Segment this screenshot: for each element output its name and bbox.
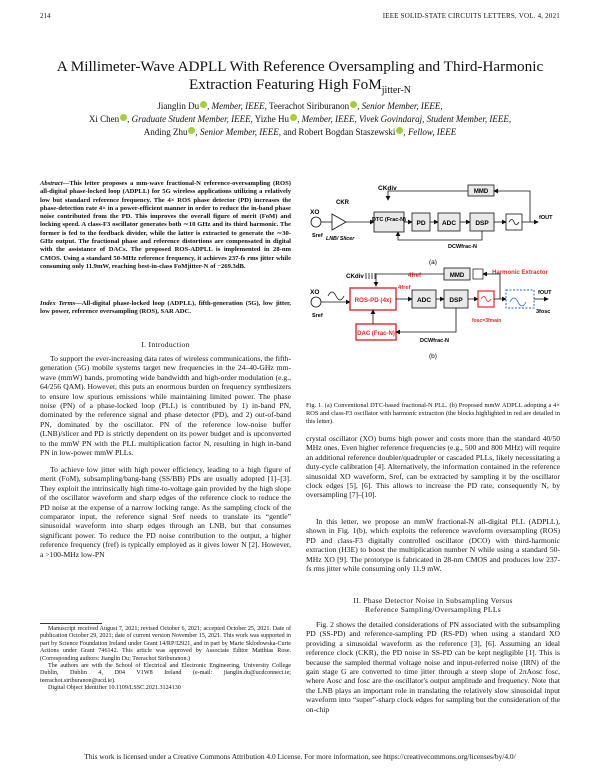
- fig-a-ckdiv: CKdiv: [378, 185, 397, 192]
- abstract: [40, 180, 291, 271]
- footnote-paragraph: Digital Object Identifier 10.1109/LSSC.2021.3124130: [48, 685, 181, 692]
- title-subscript: jitter-N: [381, 85, 411, 97]
- fig-a-label: (a): [429, 259, 437, 266]
- footnote-paragraph: Manuscript received August 7, 2021; revised October 6, 2021; accepted October 25, 2021. Date of publication October 29, 2021; date of current version November 15, 2021. This work was supported in part by Science Foundation Ireland under Grant 14/RP/I2921, and in part by Marie Sklodowska-Curie Actions under Grant 746142. This article was approved by Associate Editor Matthias Rose. (Corresponding authors: Jianglin Du; Teerachot Siriburanon.): [40, 626, 291, 662]
- abstract-label: Abstract—: [40, 180, 70, 187]
- section-heading-line: Reference Sampling/Oversampling PLLs: [364, 605, 502, 614]
- author-role: , Member, IEEE: [207, 101, 265, 111]
- paragraph: To achieve low jitter with high power efficiency, leading to a high figure of merit (FoM), subsampling/bang-bang (SS/BB) PDs are usually adopted [1]–[3]. They exploit the intrinsically high time-to-voltage gain provided by the high slope of the oscillator waveform and sharp edges of the reference clock to reduce the PD noise at the expense of a narrow locking range. As the sampling clock of the comparator input, the reference signal Sref needs to translate its “gentle” sinusoidal waveform into sharp edges through an LNB, but that consumes significant power. To reduce the PD noise contribution to the output, a higher reference frequency (fref) is typically employed as it gives lower N [2]. However, a >100-MHz low-PN: [40, 465, 291, 559]
- paper-title: [30, 58, 570, 100]
- fig-b-4fref-2: 4fref: [398, 285, 411, 291]
- fig-b-xo: XO: [310, 289, 320, 296]
- fig-b-4fref: 4fref: [408, 273, 422, 279]
- figure-caption: Fig. 1. (a) Conventional DTC-based fractional-N PLL. (b) Proposed mmW ADPLL adopting a 4× ROS and class-F3 oscillator with harmonic extraction (the blocks highlighted in red are detailed in this letter).: [306, 402, 560, 425]
- page-number: 214: [40, 12, 51, 20]
- author-name: Anding Zhu: [143, 127, 188, 137]
- fig-a-div-path: [388, 191, 468, 200]
- fig-b-rospd: ROS-PD (4x): [354, 297, 392, 304]
- fig-a-xo-symbol: [311, 217, 321, 227]
- author-role: , Senior Member, IEEE: [195, 127, 279, 137]
- fig-b-fout2: 3fosc: [536, 309, 551, 315]
- fig-b-mmd: MMD: [449, 273, 465, 279]
- fig-a-ckr: CKR: [336, 200, 349, 206]
- paragraph: In this letter, we propose an mmW fractional-N all-digital PLL (ADPLL), shown in Fig. 1(b), which exploits the reference waveform oversampling (ROS) PD and class-F3 digitally controlled oscillator (DCO) with third-harmonic extraction (H3E) to boost the multiplication number N while using a standard 50-MHz XO [9]. The prototype is fabricated in 28-nm CMOS and produces low 237-fs rms jitter while consuming only 11.9 mW.: [306, 517, 560, 574]
- fig-b-fout: fOUT: [538, 290, 552, 296]
- fig-a-pd: PD: [416, 220, 426, 227]
- fig-a-lnb-symbol: [332, 214, 346, 230]
- section-heading-line: II. Phase Detector Noise in Subsampling Versus: [353, 596, 513, 605]
- author-name: Xi Chen: [88, 114, 120, 124]
- index-terms-text: All-digital phase-locked loop (ADPLL), fifth-generation (5G), low jitter, low power, reference oversampling (ROS), SAR ADC.: [40, 300, 292, 316]
- fig-b-label: (b): [429, 353, 437, 360]
- index-terms: [40, 300, 291, 317]
- fig-a-fout: fOUT: [539, 215, 553, 221]
- fig-a-lnb: LNB/ Slicer: [326, 236, 355, 242]
- fig-a-dcw: DCWfrac-N: [448, 244, 478, 250]
- author-role: , Fellow, IEEE: [403, 127, 457, 137]
- journal-name: IEEE SOLID-STATE CIRCUITS LETTERS, VOL. 4, 2021: [382, 12, 560, 20]
- footnote-paragraph: The authors are with the School of Electrical and Electronic Engineering, University College Dublin, Dublin 4, D04 V1W8 Ireland (e-mail: jianglin.du@ucdconnect.ie; teerachot.siriburanon@ucd.ie).: [40, 663, 291, 684]
- fig-a-mmd: MMD: [473, 189, 489, 195]
- license-footer: This work is licensed under a Creative Commons Attribution 4.0 License. For more information, see https://creativecommons.org/licenses/by/4.0/: [84, 752, 516, 761]
- paragraph: Fig. 2 shows the detailed considerations of PN associated with the subsampling PD (SS-PD) and reference-sampling PD (RS-PD) when using a standard XO providing a sinusoidal waveform as the reference [3], [6]. Assuming an ideal reference clock (CKR), the PD noise in SS-PD can be kept negligible [1]. This is because the sampled thermal voltage noise and input-referred noise (IRN) of the gain stage G are converted to time jitter through a steep slope of 2πAosc fosc, where Aosc and fosc are the oscillator's output amplitude and frequency. Note that the LNB plays an important role in translating the relatively slow sinusoidal input waveform into “super”-sharp clock edges for sampling but the consideration of the on-chip: [306, 620, 560, 714]
- author-name: , Teerachot Siriburanon: [264, 101, 350, 111]
- paragraph: To support the ever-increasing data rates of wireless communications, the fifth-generation (5G) mobile systems target new frequencies in the 24–40-GHz mm-wave (mmW) bands, promoting wide bandwidth and high-order modulation (e.g., 64/256 QAM). However, this puts an enormous burden on frequency synthesizers to ensure low spurious emissions while maintaining limited power. The phase noise (PN) of a phase-locked loop (PLL) is contributed by 1) in-band PN, dominated by the reference signal and phase detector (PD), and 2) out-of-band PN, dominated by the oscillator. PN of the reference low-noise buffer (LNB)/slicer and PD is strictly dependent on its power budget and is upconverted to the mmW PN with the PLL multiplication factor N, resulting in high in-band PN in low-power mmW PLLs.: [40, 354, 291, 458]
- figure-1-diagram: [308, 182, 558, 408]
- author-name: Jianglin Du: [157, 101, 200, 111]
- fig-a-adc: ADC: [441, 220, 457, 227]
- author-role: , Vivek Govindaraj, Student Member, IEEE,: [354, 114, 512, 124]
- fig-b-adc: ADC: [416, 297, 432, 304]
- section-heading: I. Introduction: [141, 340, 190, 349]
- author-role: , Graduate Student Member, IEEE: [127, 114, 251, 124]
- author-role: , Senior Member, IEEE,: [357, 101, 443, 111]
- title-main: A Millimeter-Wave ADPLL With Reference Oversampling and Third-Harmonic Extraction Featuring High FoM: [56, 58, 544, 93]
- fig-b-sref: Sref: [312, 313, 323, 319]
- orcid-icon[interactable]: [290, 114, 297, 121]
- fig-a-xo: XO: [310, 209, 320, 216]
- abstract-text: This letter proposes a mm-wave fractional-N reference-oversampling (ROS) all-digital phase-locked loop (ADPLL) for 5G wireless applications utilizing a relatively low but standard reference frequency. The 4× ROS phase detector (PD) increases the phase-detection rate 4× in a power-efficient manner in order to reduce the in-band phase noise contributed from the PD. This improves the overall figure of merit (FoM) and locking speed. A class-F3 oscillator generates both ∼10 GHz and its third harmonic. The former is fed to the feedback divider, while the latter is extracted to generate the ∼30-GHz output. The fractional phase and reference distortions are compensated in digital with the assistance of DACs. The proposed ROS-ADPLL is implemented in 28-nm CMOS. Using a standard 50-MHz reference frequency, it achieves 237-fs rms jitter while consuming only 11.9mW, reaching best-in-class FoMjitter-N of −269.3dB.: [40, 180, 291, 270]
- fig-b-fosc: fosc=3fmain: [472, 318, 502, 324]
- section-heading: [306, 596, 560, 614]
- fig-b-dac: DAC (Frac-N): [357, 331, 395, 337]
- fig-b-clock-ticks: [366, 273, 375, 279]
- fig-a-sref: Sref: [312, 233, 323, 239]
- figure-1: [308, 182, 558, 408]
- fig-b-dcw: DCWfrac-N: [420, 338, 450, 344]
- footnote: [40, 626, 291, 693]
- fig-b-xo-symbol: [311, 297, 321, 307]
- fig-b-harm-label: Harmonic Extractor: [492, 270, 548, 276]
- author-role: , Member, IEEE: [297, 114, 355, 124]
- author-name: , and Robert Bogdan Staszewski: [278, 127, 396, 137]
- fig-a-dsp: DSP: [475, 220, 489, 227]
- fig-a-dtc: DTC (Frac-N): [372, 217, 406, 223]
- index-terms-label: Index Terms—: [40, 300, 82, 307]
- fig-b-dcw-path: [396, 308, 456, 332]
- fig-b-ckdiv: CKdiv: [346, 273, 364, 280]
- fig-a-dcw-path: [398, 231, 482, 240]
- paragraph: crystal oscillator (XO) burns high power and costs more than the standard 40/50 MHz ones. Even higher reference frequencies (e.g., 500 and 800 MHz) will require an additional reference doubler/quadrupler or cascaded PLLs, likely necessitating a duty-cycle calibration [4]. Alternatively, the information contained in the reference sinusoidal XO waveform, Sref, can be extracted by sampling it by the oscillator clock edges [5], [6]. This allows to increase the PD rate, consequently N, by oversampling [7]–[10].: [306, 434, 560, 500]
- fig-b-sine-icon: [328, 292, 344, 300]
- footnote-rule: [40, 623, 102, 624]
- fig-b-dsp: DSP: [449, 297, 463, 304]
- fig-b-small-box: [473, 269, 483, 279]
- author-name: , Yizhe Hu: [250, 114, 290, 124]
- author-list: [40, 100, 560, 139]
